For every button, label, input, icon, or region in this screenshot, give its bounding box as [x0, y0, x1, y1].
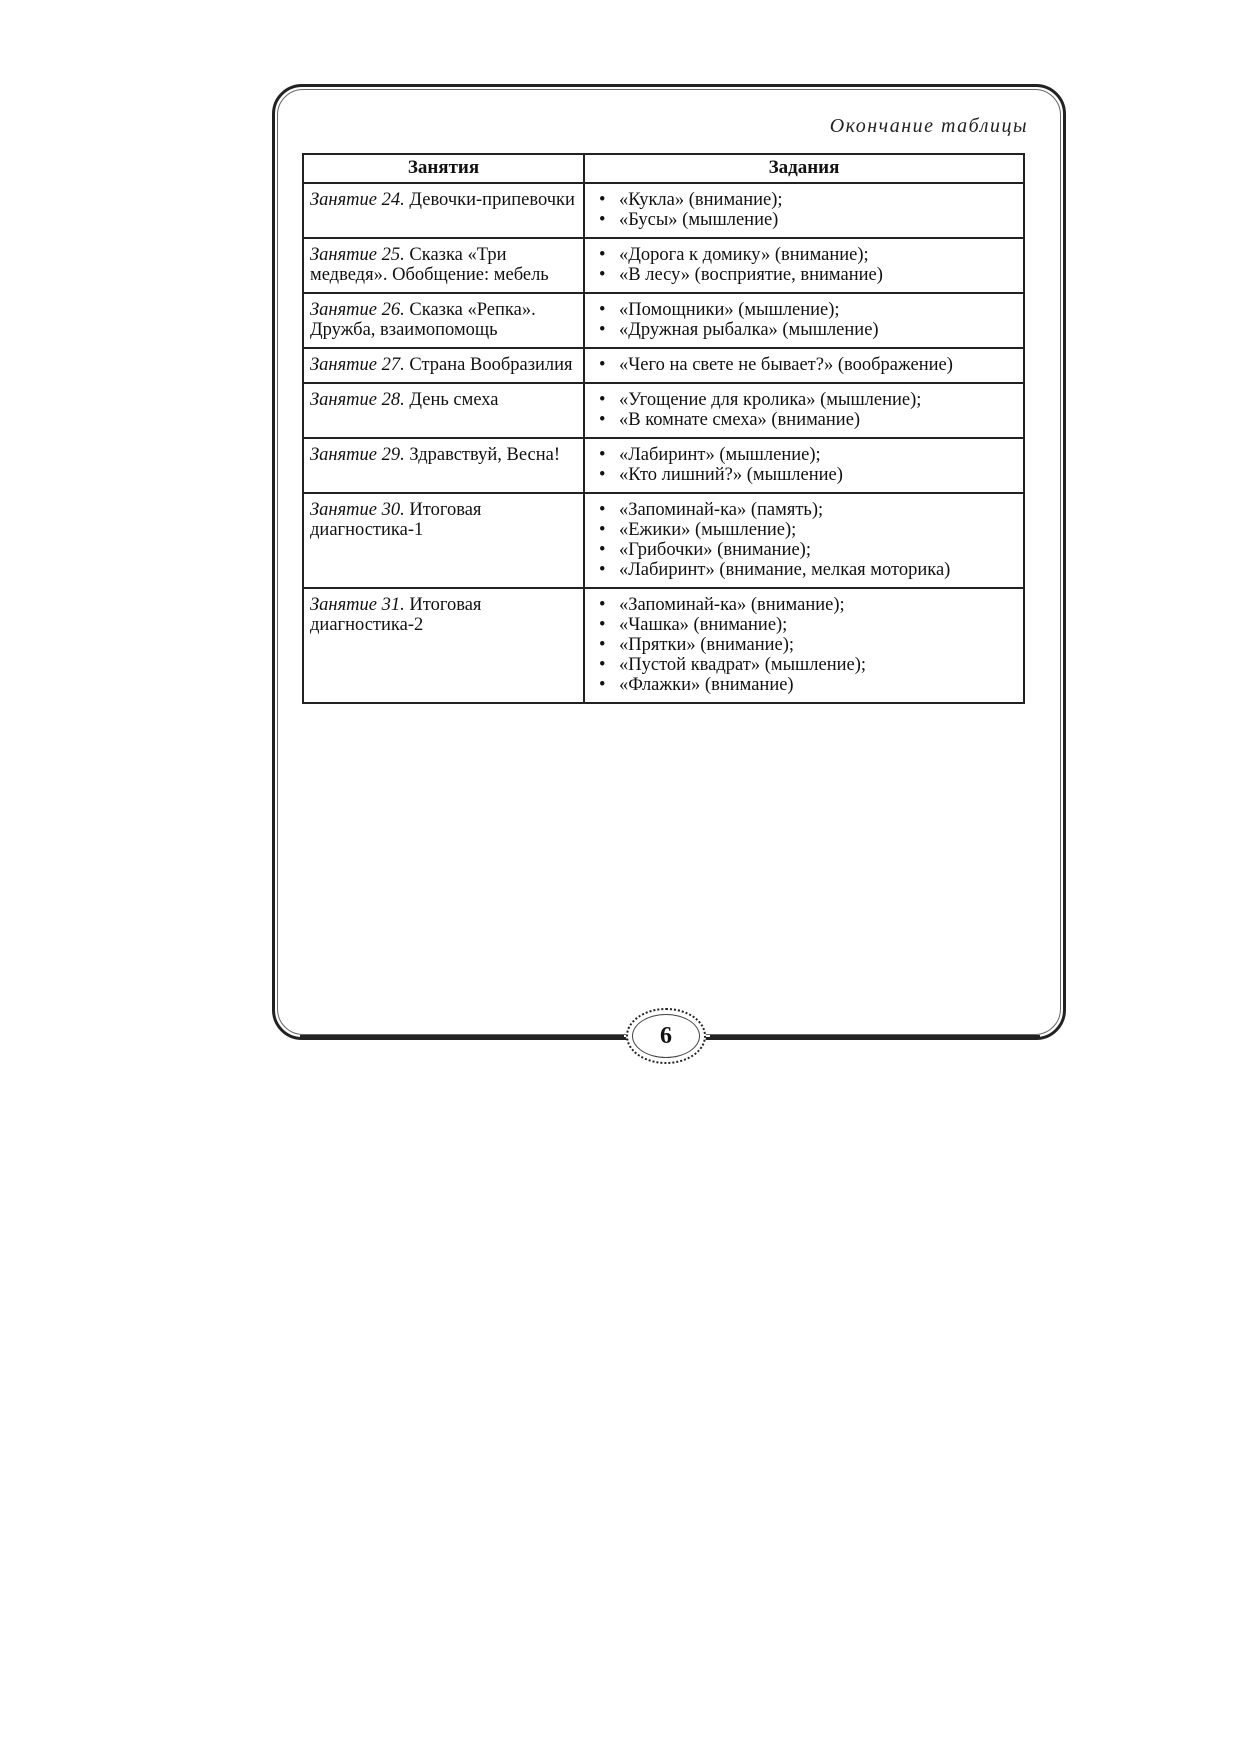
lesson-title: Страна Вообразилия: [404, 355, 573, 375]
table-body: [303, 183, 1024, 703]
lesson-title: Итоговая диагностика-2: [310, 595, 482, 635]
tasks-cell: [584, 383, 1024, 438]
lesson-title: Сказка «Репка». Дружба, взаимопомощь: [310, 300, 536, 340]
footer-rule-right: [710, 1035, 1040, 1037]
task-list: [591, 300, 1018, 340]
lesson-number: Занятие 27.: [310, 355, 405, 375]
table-row: [303, 238, 1024, 293]
task-item: • «Запоминай-ка» (память);: [597, 500, 1018, 520]
lesson-title: Здравствуй, Весна!: [404, 445, 560, 465]
task-list: [591, 595, 1018, 695]
task-item: • «Пустой квадрат» (мышление);: [597, 655, 1018, 675]
task-list: [591, 390, 1018, 430]
lesson-number: Занятие 25.: [310, 245, 405, 265]
task-item: • «Кто лишний?» (мышление): [597, 465, 1018, 485]
task-item: • «Чашка» (внимание);: [597, 615, 1018, 635]
table-row: [303, 348, 1024, 383]
lesson-number: Занятие 31.: [310, 595, 405, 615]
lesson-title: Девочки-припевочки: [404, 190, 575, 210]
header-lessons: Занятия: [303, 154, 584, 183]
task-item: • «Прятки» (внимание);: [597, 635, 1018, 655]
task-item: • «Грибочки» (внимание);: [597, 540, 1018, 560]
task-item: • «Угощение для кролика» (мышление);: [597, 390, 1018, 410]
tasks-cell: [584, 588, 1024, 703]
task-list: [591, 190, 1018, 230]
tasks-cell: [584, 348, 1024, 383]
tasks-cell: [584, 238, 1024, 293]
lesson-cell: [303, 348, 584, 383]
task-item: • «Ежики» (мышление);: [597, 520, 1018, 540]
lesson-cell: [303, 588, 584, 703]
tasks-cell: [584, 493, 1024, 588]
table-row: [303, 293, 1024, 348]
task-item: • «Запоминай-ка» (внимание);: [597, 595, 1018, 615]
lesson-number: Занятие 24.: [310, 190, 405, 210]
lesson-cell: [303, 238, 584, 293]
lesson-cell: [303, 383, 584, 438]
lesson-cell: [303, 438, 584, 493]
page-number: 6: [660, 1022, 672, 1049]
task-item: • «Лабиринт» (мышление);: [597, 445, 1018, 465]
lesson-cell: [303, 293, 584, 348]
footer-rule-left: [300, 1035, 624, 1037]
task-list: [591, 355, 1018, 375]
lesson-number: Занятие 29.: [310, 445, 405, 465]
task-item: • «Чего на свете не бывает?» (воображение): [597, 355, 1018, 375]
lesson-cell: [303, 493, 584, 588]
task-list: [591, 445, 1018, 485]
task-item: • «Лабиринт» (внимание, мелкая моторика): [597, 560, 1018, 580]
task-item: • «Дорога к домику» (внимание);: [597, 245, 1018, 265]
lessons-table: [302, 153, 1025, 704]
table-header-row: [303, 154, 1024, 183]
lesson-cell: [303, 183, 584, 238]
page-number-badge: [626, 1008, 706, 1064]
header-tasks: Задания: [584, 154, 1024, 183]
task-list: [591, 500, 1018, 580]
tasks-cell: [584, 293, 1024, 348]
task-item: • «Дружная рыбалка» (мышление): [597, 320, 1018, 340]
table-row: [303, 383, 1024, 438]
task-item: • «Помощники» (мышление);: [597, 300, 1018, 320]
lesson-number: Занятие 26.: [310, 300, 405, 320]
tasks-cell: [584, 438, 1024, 493]
lesson-number: Занятие 30.: [310, 500, 405, 520]
task-list: [591, 245, 1018, 285]
table-row: [303, 493, 1024, 588]
table-continuation-label: Окончание таблицы: [829, 115, 1028, 137]
lesson-title: Сказка «Три медведя». Обобщение: мебель: [310, 245, 549, 285]
lesson-number: Занятие 28.: [310, 390, 405, 410]
task-item: • «В лесу» (восприятие, внимание): [597, 265, 1018, 285]
task-item: • «Кукла» (внимание);: [597, 190, 1018, 210]
table-row: [303, 438, 1024, 493]
table-row: [303, 183, 1024, 238]
task-item: • «Флажки» (внимание): [597, 675, 1018, 695]
table-row: [303, 588, 1024, 703]
task-item: • «В комнате смеха» (внимание): [597, 410, 1018, 430]
lesson-title: Итоговая диагностика-1: [310, 500, 482, 540]
tasks-cell: [584, 183, 1024, 238]
lesson-title: День смеха: [404, 390, 499, 410]
task-item: • «Бусы» (мышление): [597, 210, 1018, 230]
